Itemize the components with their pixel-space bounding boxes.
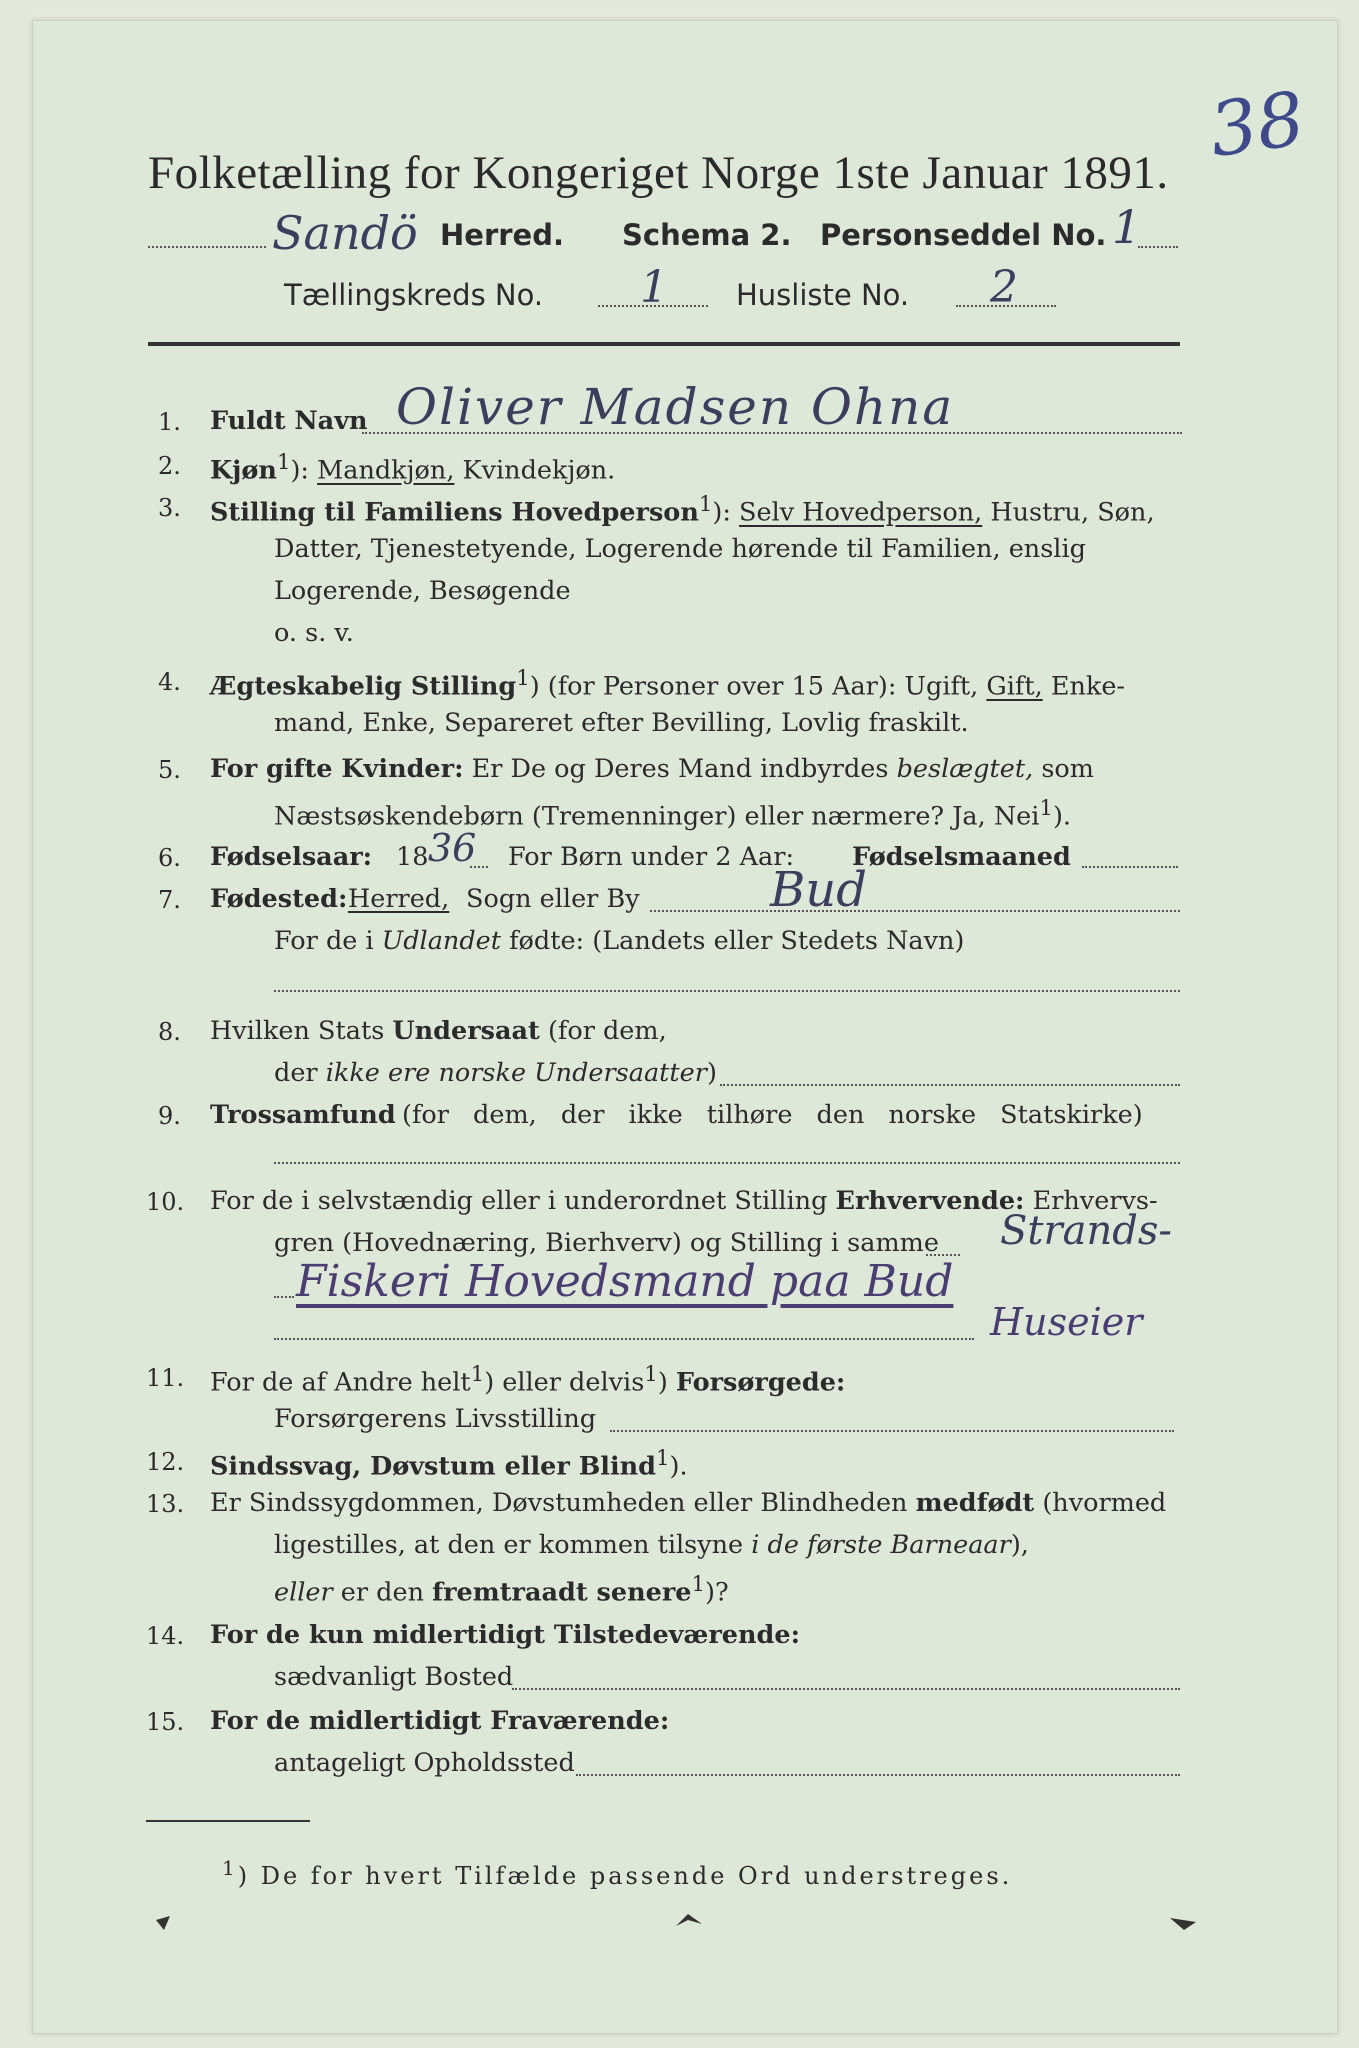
q11-line1b: ) eller delvis [484,1367,645,1398]
star-mark-icon [672,1910,706,1932]
item-number: 6. [158,844,181,872]
dotted-line [720,1084,1180,1086]
q8-line1a: Hvilken Stats [210,1016,385,1046]
item-number: 4. [158,668,181,696]
footnote-ref: 1 [656,1446,670,1471]
q11-line1c: ) [657,1367,668,1398]
q8-label: Undersaat [392,1016,540,1046]
footnote-ref: 1 [644,1362,658,1387]
q13-label: medfødt [915,1488,1035,1518]
footnote-ref: 1 [1039,796,1053,821]
husliste-label: Husliste No. [736,278,910,312]
taellingskreds-value: 1 [640,262,668,313]
q13-label2: fremtraadt senere [432,1577,692,1608]
q3-rest: ): [712,497,731,528]
q3-line4: o. s. v. [274,618,354,648]
dotted-line [576,1774,1180,1776]
q10-value-line2: Fiskeri Hovedsmand paa Bud [296,1256,954,1307]
personseddel-value: 1 [1112,200,1142,254]
q6-label: Fødselsaar: [210,842,373,872]
q5-italic: beslægtet, [896,754,1034,784]
q5-rest: Er De og Deres Mand indbyrdes [471,754,889,784]
dotted-line [650,910,1180,912]
q15-line1: For de midlertidigt Fraværende: [210,1706,670,1736]
q6-label2: Fødselsmaaned [852,842,1071,872]
q2-option-mandkjon: Mandkjøn, [317,455,455,486]
q8-line2a: der [274,1058,318,1088]
q10-line2: gren (Hovednæring, Bierhverv) og Stilling i samme [274,1228,939,1258]
q7-birthplace-value: Bud [770,862,867,918]
q5-line1 [210,754,1094,784]
star-mark-icon [150,1912,180,1934]
schema-label: Schema 2. [622,218,792,252]
q11-line1a: For de af Andre helt [210,1367,471,1398]
q6-year-value: 36 [428,826,477,870]
item-number: 7. [158,886,181,914]
q7-rest: Sogn eller By [466,884,640,914]
q9-label: Trossamfund [210,1100,396,1130]
q7-selected-option: Herred, [348,884,450,914]
dotted-line [274,1296,294,1298]
q3-selected-option: Selv Hovedperson, [739,497,983,528]
q8-line2-italic: ikke ere norske Undersaatter [325,1058,707,1088]
dotted-line [512,1688,1180,1690]
q8-line2b: ) [706,1058,717,1088]
item-number: 14. [146,1622,185,1650]
q10-label: Erhvervende: [835,1186,1025,1216]
q9-rest: (for dem, der ikke tilhøre den norske Statskirke) [402,1100,1143,1130]
taellingskreds-label: Tællingskreds No. [284,278,544,312]
dotted-line [1082,866,1178,868]
q10-value-line1: Strands- [1000,1208,1172,1254]
q15-line2: antageligt Opholdssted [274,1748,575,1778]
q12-label: Sindssvag, Døvstum eller Blind [210,1451,657,1482]
form-title: Folketælling for Kongeriget Norge 1ste Januar 1891. [148,147,1169,199]
item-number: 8. [158,1018,181,1046]
footnote-ref: 1 [516,666,530,691]
q5-label: For gifte Kvinder: [210,754,464,784]
header-rule [148,342,1180,346]
q1-name-value: Oliver Madsen Ohna [396,378,955,436]
footnote [222,1856,1012,1890]
q2-line [210,450,615,486]
q13-line1b: (hvormed [1042,1488,1167,1518]
q13-line3a: er den [340,1577,425,1608]
dotted-line [274,1162,1180,1164]
q4-selected-option: Gift, [986,671,1043,702]
q4-rest: ) (for Personer over 15 Aar): Ugift, [529,671,979,702]
star-mark-icon [1166,1912,1200,1934]
q2-option-kvindekjon: Kvindekjøn. [462,455,616,486]
q12-end: ). [669,1451,688,1482]
q1-label: Fuldt Navn [210,406,368,436]
q2-label: Kjøn [210,455,277,486]
dotted-line [470,866,488,868]
q3-line3: Logerende, Besøgende [274,576,571,606]
footnote-ref: 1 [470,1362,485,1387]
q3-label: Stilling til Familiens Hovedperson [210,497,699,528]
q3-line2: Datter, Tjenestetyende, Logerende hørende til Familien, enslig [274,534,1086,564]
q7-line2a: For de i [274,926,374,956]
q11-label: Forsørgede: [675,1367,846,1398]
q8-line2 [274,1058,717,1088]
footnote-ref: 1 [222,1856,238,1880]
q7-line2 [274,926,964,956]
q11-line1 [210,1362,845,1398]
q4-line2: mand, Enke, Separeret efter Bevilling, Lovlig fraskilt. [274,708,969,738]
q8-line1b: (for dem, [547,1016,667,1046]
footnote-ref: 1 [698,492,713,517]
q10-value-line3: Huseier [990,1300,1143,1344]
q7-label: Fødested: [210,884,348,914]
q4-line1 [210,666,1125,702]
q12-line [210,1446,688,1482]
item-number: 1. [158,408,181,436]
q10-line1a: For de i selvstændig eller i underordnet Stilling [210,1186,828,1216]
q6-rest: For Børn under 2 Aar: [508,842,795,872]
item-number: 2. [158,452,181,480]
item-number: 9. [158,1102,181,1130]
q7-line2-italic: Udlandet [381,926,501,956]
herred-value: Sandö [272,206,418,260]
dotted-line [148,246,266,248]
dotted-line [610,1430,1174,1432]
q2-rest: ): [290,455,310,486]
q5-line2 [274,796,1071,832]
item-number: 11. [146,1364,185,1392]
q5-line2-text: Næstsøskendebørn (Tremenninger) eller nærmere? Ja, Nei [274,801,1040,832]
page-number-annotation: 38 [1204,75,1310,175]
item-number: 12. [146,1448,185,1476]
dotted-line [1138,246,1178,248]
herred-label: Herred. [440,218,564,252]
footnote-rule [146,1820,310,1822]
q4-label: Ægteskabelig Stilling [210,671,517,702]
husliste-value: 2 [990,262,1018,313]
item-number: 15. [146,1708,185,1736]
q10-line1b: Erhvervs- [1032,1186,1158,1216]
footnote-ref: 1 [691,1572,706,1597]
q13-line1 [210,1488,1166,1518]
footnote-text: ) De for hvert Tilfælde passende Ord understreges. [237,1862,1013,1890]
q13-line3-italic: eller [274,1577,333,1608]
q8-line1 [210,1016,667,1046]
dotted-line [274,1338,974,1340]
footnote-ref: 1 [276,450,291,475]
q5-tail: som [1041,754,1094,784]
q7-line2b: fødte: (Landets eller Stedets Navn) [509,926,965,956]
q13-line1a: Er Sindssygdommen, Døvstumheden eller Blindheden [210,1488,908,1518]
q13-line2 [274,1530,1029,1560]
q13-line2-italic: i de første Barneaar [751,1530,1011,1560]
item-number: 10. [146,1188,185,1216]
q13-line3b: )? [705,1577,729,1608]
q6-year-prefix: 18 [396,842,429,872]
q14-line2: sædvanligt Bosted [274,1662,514,1692]
q14-line1: For de kun midlertidigt Tilstedeværende: [210,1620,801,1650]
q4-tail: Enke- [1050,671,1126,702]
q3-options: Hustru, Søn, [990,497,1155,528]
q13-line3 [274,1572,729,1608]
item-number: 5. [158,756,181,784]
q3-line1 [210,492,1155,528]
item-number: 3. [158,494,181,522]
q11-line2: Forsørgerens Livsstilling [274,1404,597,1434]
q13-line2a: ligestilles, at den er kommen tilsyne [274,1530,744,1560]
item-number: 13. [146,1490,185,1518]
q13-line2b: ), [1010,1530,1029,1560]
q5-end: ). [1052,801,1071,832]
dotted-line [274,990,1180,992]
personseddel-label: Personseddel No. [820,218,1107,252]
